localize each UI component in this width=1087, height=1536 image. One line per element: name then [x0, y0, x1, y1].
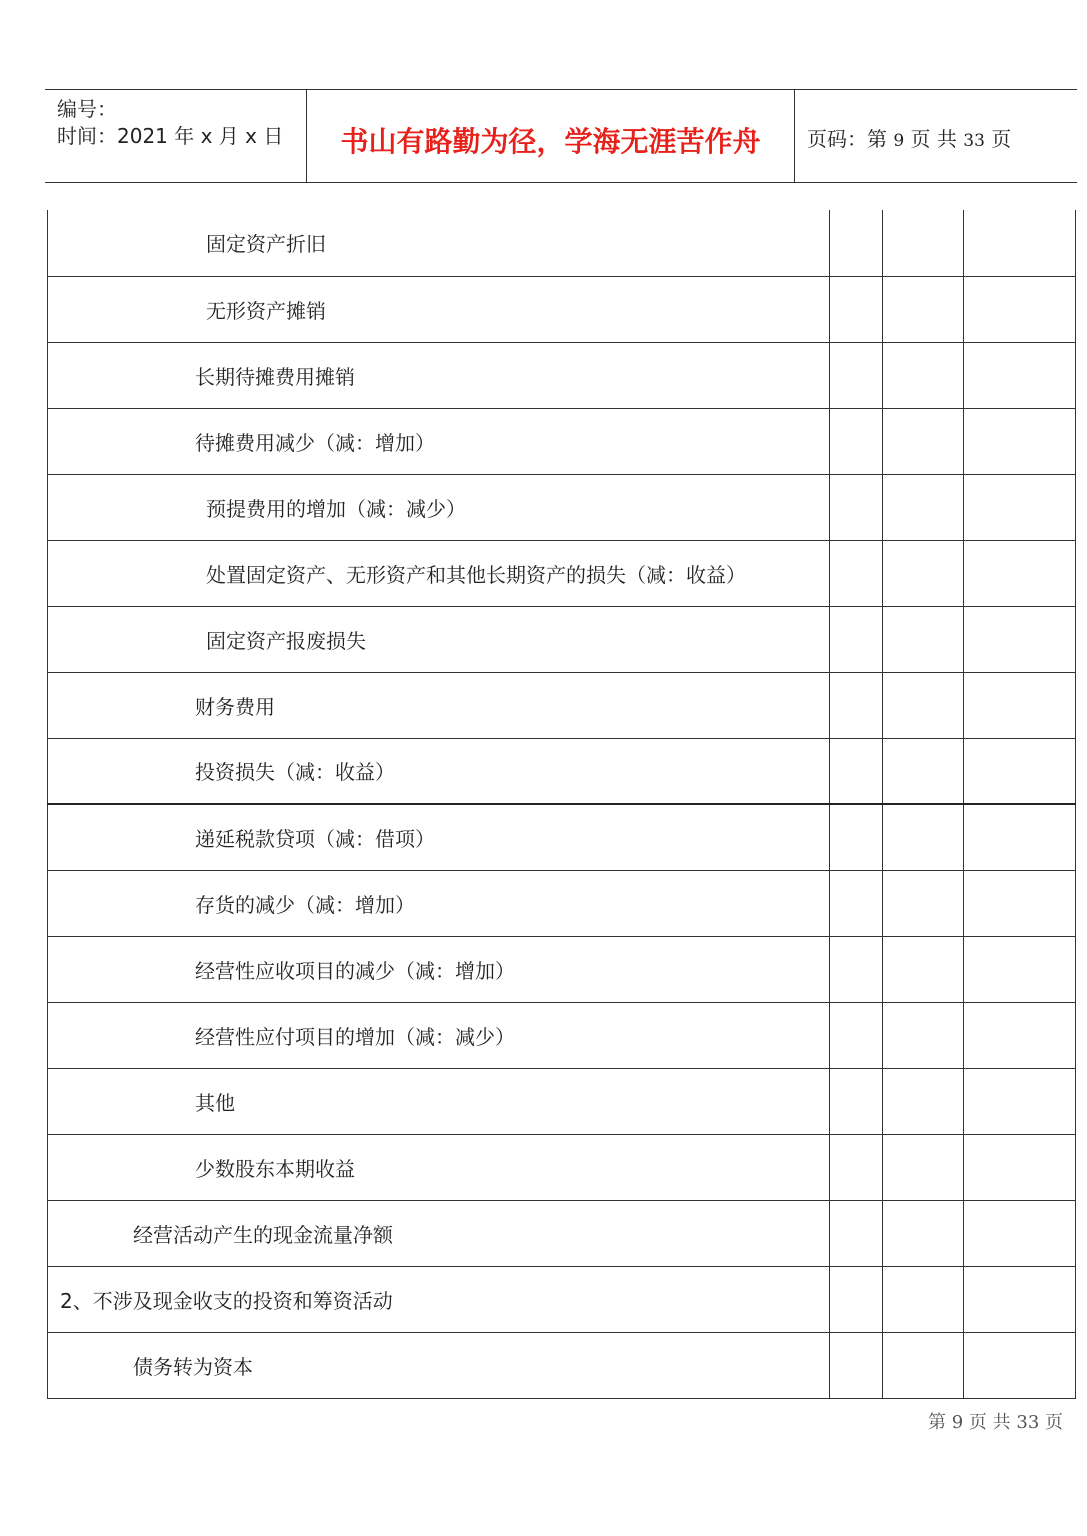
row-label: 投资损失（减：收益）: [48, 738, 830, 804]
value-cell: [883, 870, 964, 936]
page-indicator: [807, 123, 1011, 152]
row-label: 存货的减少（减：增加）: [48, 870, 830, 936]
cash-flow-table: [47, 210, 1076, 1399]
value-cell: [883, 936, 964, 1002]
value-cell: [830, 1134, 883, 1200]
table-row: [48, 540, 1076, 606]
value-cell: [964, 1068, 1076, 1134]
table-row: [48, 804, 1076, 870]
value-cell: [964, 870, 1076, 936]
page-suffix: 页: [984, 127, 1012, 151]
page-mid: 页 共: [904, 127, 964, 151]
value-cell: [830, 606, 883, 672]
value-cell: [964, 210, 1076, 276]
table-row: [48, 936, 1076, 1002]
value-cell: [964, 672, 1076, 738]
row-label: 财务费用: [48, 672, 830, 738]
value-cell: [964, 606, 1076, 672]
page-total: 33: [963, 131, 985, 151]
value-cell: [883, 408, 964, 474]
value-cell: [964, 1266, 1076, 1332]
value-cell: [883, 540, 964, 606]
value-cell: [830, 1068, 883, 1134]
value-cell: [964, 1200, 1076, 1266]
header-meta-cell: [45, 90, 307, 182]
value-cell: [830, 276, 883, 342]
value-cell: [830, 1266, 883, 1332]
value-cell: [964, 1134, 1076, 1200]
table-row: [48, 1332, 1076, 1398]
table-row: [48, 474, 1076, 540]
value-cell: [964, 1002, 1076, 1068]
row-label: 其他: [48, 1068, 830, 1134]
document-time: 时间：2021 年 x 月 x 日: [57, 124, 284, 148]
value-cell: [883, 1134, 964, 1200]
value-cell: [883, 738, 964, 804]
table-row: [48, 1068, 1076, 1134]
value-cell: [883, 1068, 964, 1134]
row-label: 2、不涉及现金收支的投资和筹资活动: [48, 1266, 830, 1332]
table-row: [48, 1134, 1076, 1200]
page-footer: 第 9 页 共 33 页: [928, 1412, 1063, 1433]
page-header: [45, 89, 1077, 183]
table-row: [48, 1002, 1076, 1068]
row-label: 经营活动产生的现金流量净额: [48, 1200, 830, 1266]
row-label: 固定资产折旧: [48, 210, 830, 276]
document-id-label: 编号：: [57, 97, 117, 121]
table-row: [48, 870, 1076, 936]
table-row: [48, 342, 1076, 408]
value-cell: [964, 804, 1076, 870]
value-cell: [964, 276, 1076, 342]
row-label: 经营性应收项目的减少（减：增加）: [48, 936, 830, 1002]
value-cell: [964, 474, 1076, 540]
row-label: 少数股东本期收益: [48, 1134, 830, 1200]
value-cell: [883, 342, 964, 408]
value-cell: [830, 408, 883, 474]
value-cell: [883, 276, 964, 342]
table-row: [48, 738, 1076, 804]
value-cell: [883, 474, 964, 540]
motto-text: 书山有路勤为径，学海无涯苦作舟: [340, 125, 761, 158]
value-cell: [830, 1002, 883, 1068]
table-row: [48, 1200, 1076, 1266]
value-cell: [964, 1332, 1076, 1398]
page-number: 9: [893, 131, 905, 151]
value-cell: [964, 738, 1076, 804]
value-cell: [964, 342, 1076, 408]
value-cell: [830, 870, 883, 936]
row-label: 待摊费用减少（减：增加）: [48, 408, 830, 474]
value-cell: [830, 540, 883, 606]
row-label: 固定资产报废损失: [48, 606, 830, 672]
header-motto-cell: [307, 90, 795, 182]
value-cell: [830, 804, 883, 870]
table-row: [48, 606, 1076, 672]
header-page-cell: [795, 90, 1077, 182]
row-label: 无形资产摊销: [48, 276, 830, 342]
cash-flow-table-wrap: [47, 210, 1075, 1399]
value-cell: [964, 540, 1076, 606]
value-cell: [830, 738, 883, 804]
row-label: 长期待摊费用摊销: [48, 342, 830, 408]
value-cell: [830, 672, 883, 738]
row-label: 预提费用的增加（减：减少）: [48, 474, 830, 540]
value-cell: [883, 606, 964, 672]
value-cell: [964, 936, 1076, 1002]
value-cell: [830, 1332, 883, 1398]
table-row: [48, 672, 1076, 738]
table-row: [48, 276, 1076, 342]
value-cell: [830, 474, 883, 540]
table-row: [48, 210, 1076, 276]
table-row: [48, 1266, 1076, 1332]
page-prefix: 页码：第: [807, 127, 894, 151]
value-cell: [964, 408, 1076, 474]
value-cell: [830, 342, 883, 408]
value-cell: [830, 936, 883, 1002]
value-cell: [883, 1002, 964, 1068]
row-label: 经营性应付项目的增加（减：减少）: [48, 1002, 830, 1068]
value-cell: [883, 1200, 964, 1266]
value-cell: [830, 210, 883, 276]
value-cell: [883, 672, 964, 738]
row-label: 递延税款贷项（减：借项）: [48, 804, 830, 870]
table-body: [48, 210, 1076, 1398]
value-cell: [883, 1332, 964, 1398]
value-cell: [883, 804, 964, 870]
value-cell: [883, 210, 964, 276]
value-cell: [883, 1266, 964, 1332]
row-label: 处置固定资产、无形资产和其他长期资产的损失（减：收益）: [48, 540, 830, 606]
value-cell: [830, 1200, 883, 1266]
table-row: [48, 408, 1076, 474]
row-label: 债务转为资本: [48, 1332, 830, 1398]
